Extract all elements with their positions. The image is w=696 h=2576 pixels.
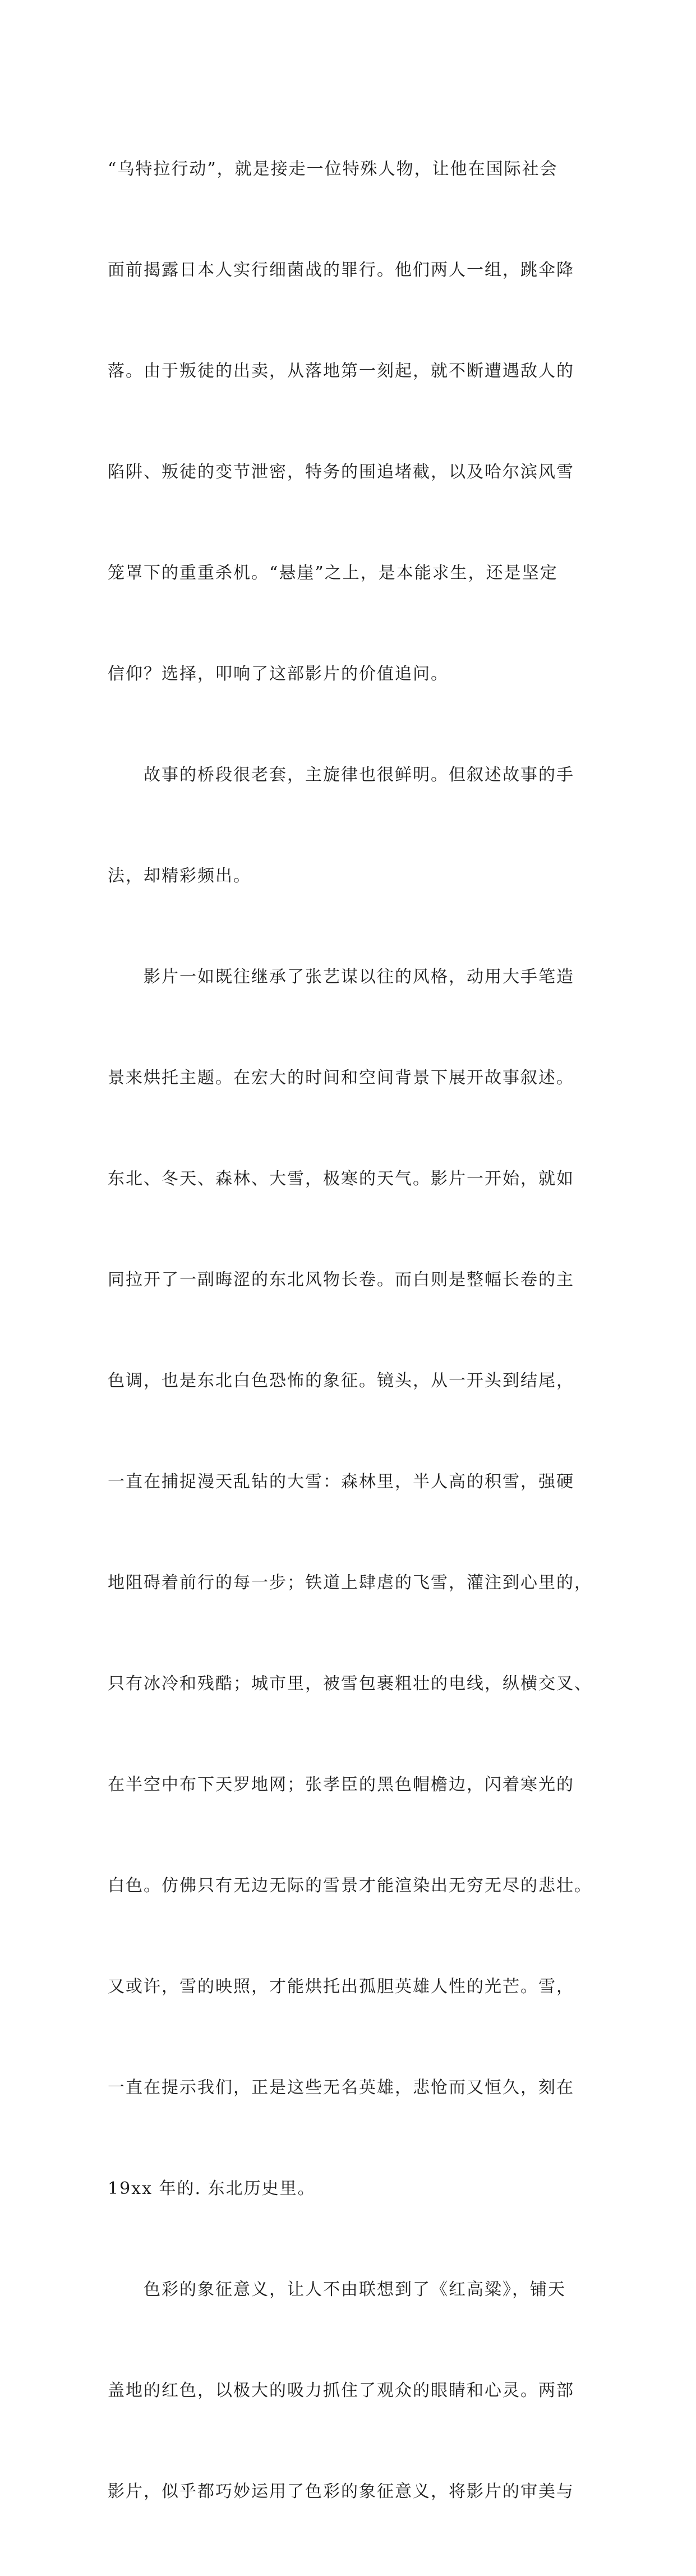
text-line: “乌特拉行动”，就是接走一位特殊人物，让他在国际社会 <box>108 159 558 179</box>
text-line: 只有冰冷和残酷；城市里，被雪包裹粗壮的电线，纵横交叉、 <box>108 1674 592 1694</box>
text-line: 19xx 年的. 东北历史里。 <box>108 2179 316 2198</box>
text-line: 同拉开了一副晦涩的东北风物长卷。而白则是整幅长卷的主 <box>108 1270 574 1290</box>
text-line: 一直在捕捉漫天乱钻的大雪：森林里，半人高的积雪，强硬 <box>108 1472 574 1492</box>
text-line: 陷阱、叛徒的变节泄密，特务的围追堵截，以及哈尔滨风雪 <box>108 462 574 482</box>
text-line: 景来烘托主题。在宏大的时间和空间背景下展开故事叙述。 <box>108 1068 574 1088</box>
text-line: 法，却精彩频出。 <box>108 866 251 886</box>
text-line: 又或许，雪的映照，才能烘托出孤胆英雄人性的光芒。雪， <box>108 1977 574 1997</box>
text-line: 白色。仿佛只有无边无际的雪景才能渲染出无穷无尽的悲壮。 <box>108 1876 592 1896</box>
text-line: 一直在提示我们，正是这些无名英雄，悲怆而又恒久，刻在 <box>108 2078 574 2097</box>
text-line: 色调，也是东北白色恐怖的象征。镜头，从一开头到结尾， <box>108 1371 574 1391</box>
text-line: 故事的桥段很老套，主旋律也很鲜明。但叙述故事的手 <box>108 765 574 785</box>
text-line: 面前揭露日本人实行细菌战的罪行。他们两人一组，跳伞降 <box>108 260 574 280</box>
text-line: 色彩的象征意义，让人不由联想到了《红高粱》，铺天 <box>108 2280 566 2299</box>
text-line: 影片一如既往继承了张艺谋以往的风格，动用大手笔造 <box>108 967 574 987</box>
text-line: 落。由于叛徒的出卖，从落地第一刻起，就不断遭遇敌人的 <box>108 361 574 381</box>
text-line: 信仰？选择，叩响了这部影片的价值追问。 <box>108 664 449 684</box>
text-line: 地阻碍着前行的每一步；铁道上肆虐的飞雪，灌注到心里的， <box>108 1573 592 1593</box>
text-line: 影片，似乎都巧妙运用了色彩的象征意义，将影片的审美与 <box>108 2482 574 2501</box>
text-line: 笼罩下的重重杀机。“悬崖”之上，是本能求生，还是坚定 <box>108 563 558 583</box>
text-line: 在半空中布下天罗地网；张孝臣的黑色帽檐边，闪着寒光的 <box>108 1775 574 1795</box>
text-line: 盖地的红色，以极大的吸力抓住了观众的眼睛和心灵。两部 <box>108 2381 574 2400</box>
text-line: 东北、冬天、森林、大雪，极寒的天气。影片一开始，就如 <box>108 1169 574 1189</box>
body-text <box>108 85 612 2576</box>
